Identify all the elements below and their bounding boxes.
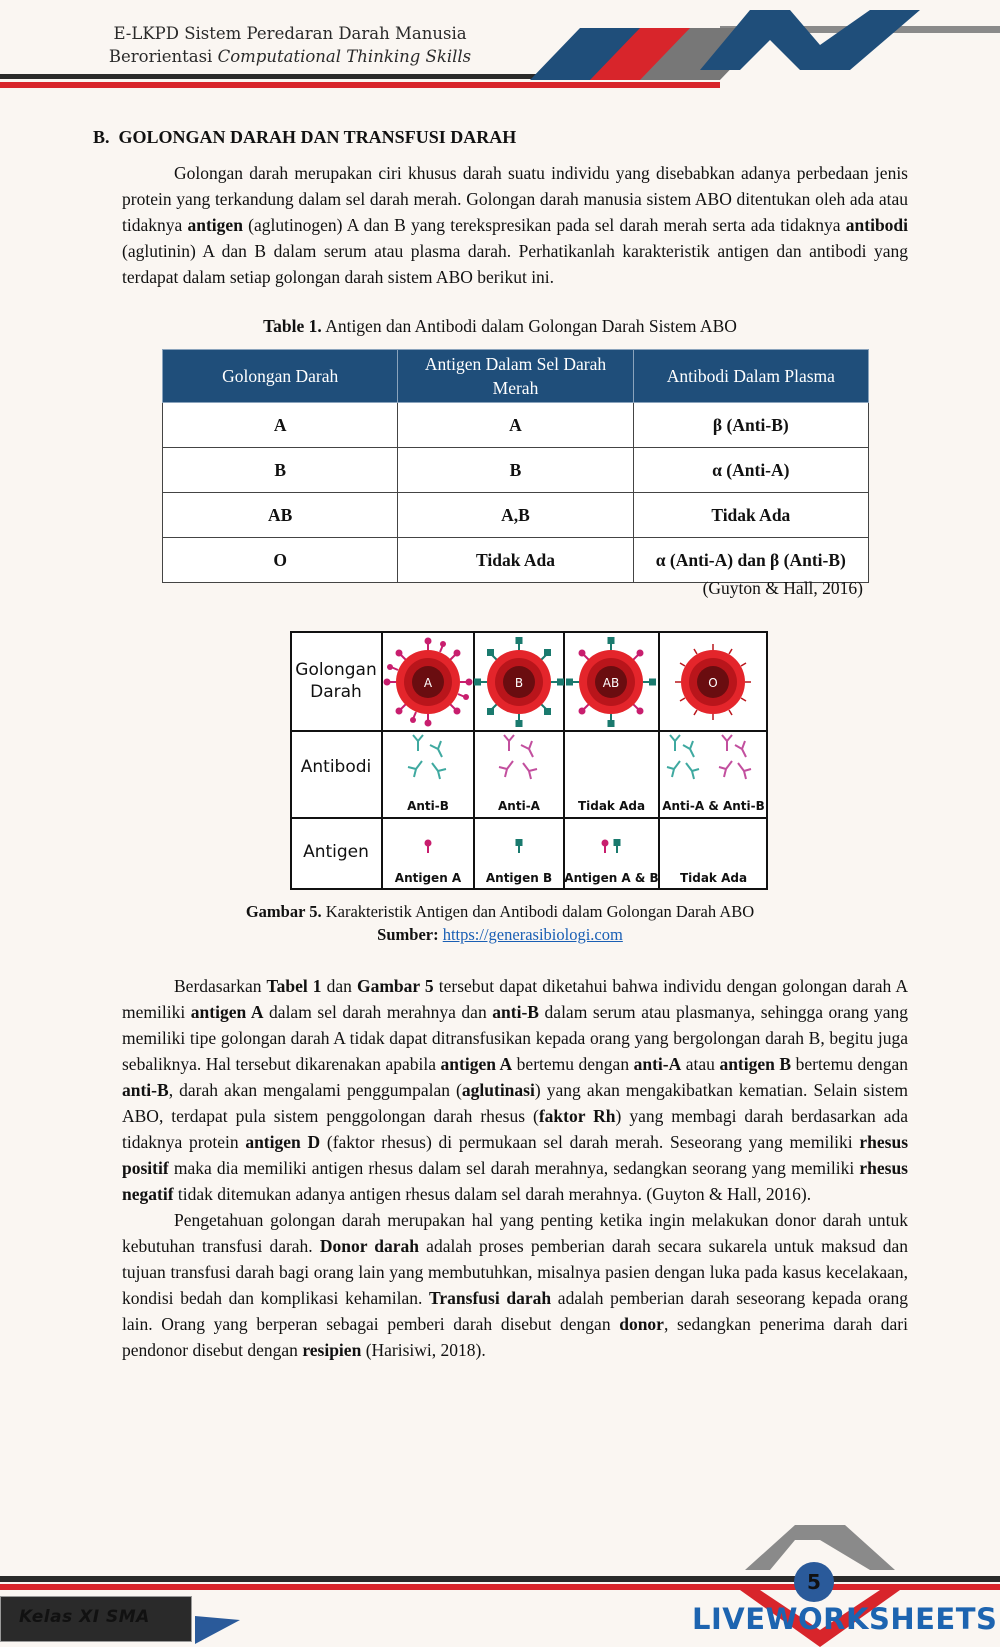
fig-caption: Antigen B: [485, 871, 553, 885]
table-row: [163, 493, 869, 538]
cell-label-ab: AB: [602, 676, 620, 690]
table-cell: B: [163, 448, 398, 493]
fig-caption: Anti-B: [407, 799, 449, 813]
blood-cell-o: [675, 644, 751, 720]
abo-figure: [290, 631, 768, 890]
antigen-ab-marker: [602, 839, 621, 853]
body-paragraph-2: Pengetahuan golongan darah merupakan hal yang penting ketika ingin melakukan donor darah untuk kebutuhan transfusi darah. Donor darah adalah proses pemberian darah secara sukarela untuk maksud dan tujuan transfusi darah bagi orang lain yang membutuhkan, misalnya pasien dengan luka pada kasus kecelakaan, kondisi bedah dan komplikasi kehamilan. Transfusi darah adalah pemberian darah seseorang kepada orang lain. Orang yang berperan sebagai pemberi darah disebut dengan donor, sedangkan penerima darah dari pendonor disebut dengan resipien (Harisiwi, 2018).: [122, 1210, 908, 1360]
figure-source: Sumber: https://generasibiologi.com: [377, 925, 623, 944]
table-cell: A: [163, 403, 398, 448]
table-citation: (Guyton & Hall, 2016): [702, 578, 863, 598]
figure-caption: Gambar 5. Karakteristik Antigen dan Antibodi dalam Golongan Darah ABO: [245, 902, 755, 921]
table-cell: A,B: [398, 493, 633, 538]
fig-caption: Tidak Ada: [577, 799, 646, 813]
table-cell: O: [163, 538, 398, 583]
table-cell: Tidak Ada: [633, 493, 868, 538]
fig-caption: Antigen A & B: [564, 871, 659, 885]
cell-label-b: B: [514, 676, 524, 690]
antibody-anti-b: [408, 735, 446, 779]
fig-caption: Tidak Ada: [679, 871, 748, 885]
blood-cell-a: [384, 638, 473, 727]
table-cell: AB: [163, 493, 398, 538]
table-header: Antigen Dalam Sel Darah Merah: [398, 350, 633, 403]
fig-caption: Anti-A & Anti-B: [662, 799, 765, 813]
blood-cell-b: [474, 637, 564, 727]
cell-label-a: A: [423, 676, 433, 690]
table-header-row: [163, 350, 869, 403]
fig-row-label-golongan: Golongan Darah: [295, 660, 377, 702]
table-row: [163, 403, 869, 448]
class-badge: [0, 1596, 192, 1642]
fig-caption: Antigen A: [394, 871, 462, 885]
header-line1: E-LKPD Sistem Peredaran Darah Manusia: [113, 24, 467, 43]
section-heading: B. GOLONGAN DARAH DAN TRANSFUSI DARAH: [93, 127, 517, 147]
table-cell: B: [398, 448, 633, 493]
table-row: [163, 538, 869, 583]
blood-cell-ab: [566, 637, 656, 727]
table-cell: α (Anti-A) dan β (Anti-B): [633, 538, 868, 583]
table-cell: α (Anti-A): [633, 448, 868, 493]
antibody-anti-a-b: [667, 735, 751, 779]
liveworksheets-watermark: LIVEWORKSHEETS: [692, 1602, 998, 1636]
abo-table: [162, 349, 869, 583]
table-row: [163, 448, 869, 493]
fig-row-label-antigen: Antigen: [303, 842, 369, 862]
table-caption: Table 1. Antigen dan Antibodi dalam Golongan Darah Sistem ABO: [263, 316, 737, 336]
table-cell: A: [398, 403, 633, 448]
antibody-anti-a: [499, 735, 537, 779]
header-line2-prefix: Berorientasi: [108, 47, 218, 66]
class-label: Kelas XI SMA: [19, 1607, 150, 1627]
table-cell: Tidak Ada: [398, 538, 633, 583]
header-title: [100, 22, 480, 68]
table-cell: β (Anti-B): [633, 403, 868, 448]
table-header: Golongan Darah: [163, 350, 398, 403]
page-number: 5: [794, 1562, 834, 1602]
cell-label-o: O: [708, 676, 718, 690]
antigen-a-marker: [425, 840, 432, 854]
table-header: Antibodi Dalam Plasma: [633, 350, 868, 403]
source-link[interactable]: https://generasibiologi.com: [442, 925, 623, 944]
intro-paragraph: Golongan darah merupakan ciri khusus darah suatu individu yang disebabkan adanya perbedaan jenis protein yang terkandung dalam sel darah merah. Golongan darah manusia sistem ABO ditentukan oleh ada atau tidaknya antigen (aglutinogen) A dan B yang terekspresikan pada sel darah merah serta ada tidaknya antibodi (aglutinin) A dan B dalam serum atau plasma darah. Perhatikanlah karakteristik antigen dan antibodi yang terdapat dalam setiap golongan darah sistem ABO berikut ini.: [122, 163, 909, 287]
fig-row-label-antibodi: Antibodi: [300, 757, 372, 777]
antigen-b-marker: [516, 839, 523, 853]
header-line2-italic: Computational Thinking Skills: [217, 47, 472, 66]
body-paragraphs: [122, 973, 908, 1363]
header-line2: [100, 45, 480, 68]
fig-caption: Anti-A: [498, 799, 540, 813]
body-paragraph-1: Berdasarkan Tabel 1 dan Gambar 5 tersebut dapat diketahui bahwa individu dengan golongan darah A memiliki antigen A dalam sel darah merahnya dan anti-B dalam serum atau plasmanya, sehingga orang yang memiliki tipe golongan darah A tidak dapat ditransfusikan kepada orang yang bergolongan darah B, begitu juga sebaliknya. Hal tersebut dikarenakan apabila antigen A bertemu dengan anti-A atau antigen B bertemu dengan anti-B, darah akan mengalami penggumpalan (aglutinasi) yang akan mengakibatkan kematian. Selain sistem ABO, terdapat pula sistem penggolongan darah rhesus (faktor Rh) yang membagi darah berdasarkan ada tidaknya protein antigen D (faktor rhesus) di permukaan sel darah merah. Seseorang yang memiliki rhesus positif maka dia memiliki antigen rhesus dalam sel darah merahnya, sedangkan seorang yang memiliki rhesus negatif tidak ditemukan adanya antigen rhesus dalam sel darah merahnya. (Guyton & Hall, 2016).: [122, 976, 909, 1204]
